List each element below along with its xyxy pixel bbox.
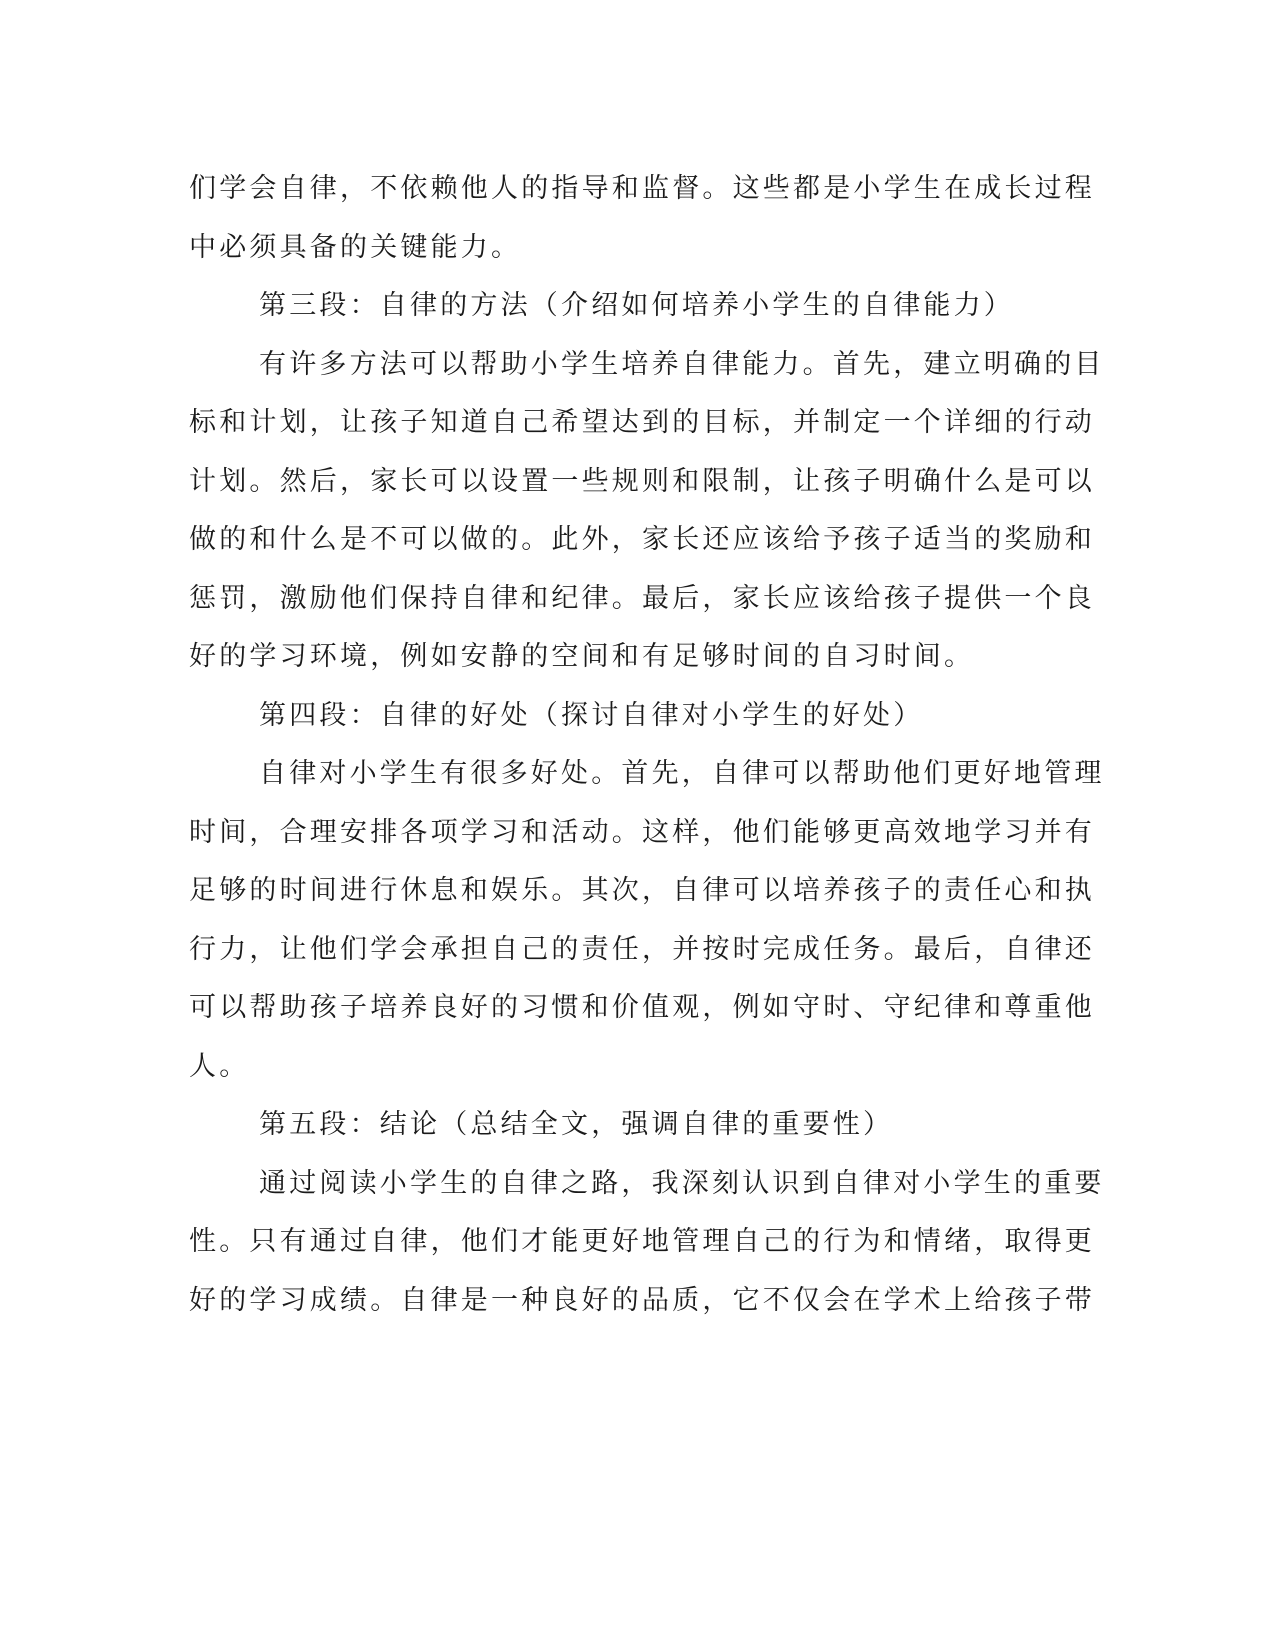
text-line: 中必须具备的关键能力。 bbox=[189, 231, 522, 263]
text-line: 性。只有通过自律，他们才能更好地管理自己的行为和情绪，取得更 bbox=[189, 1226, 1095, 1257]
paragraph-first-line: 第三段：自律的方法（介绍如何培养小学生的自律能力） bbox=[259, 290, 1014, 321]
text-line: 行力，让他们学会承担自己的责任，并按时完成任务。最后，自律还 bbox=[189, 933, 1095, 965]
text-line: 标和计划，让孩子知道自己希望达到的目标，并制定一个详细的行动 bbox=[189, 407, 1095, 438]
text-line: 惩罚，激励他们保持自律和纪律。最后，家长应该给孩子提供一个良 bbox=[189, 582, 1095, 614]
paragraph-first-line: 第五段：结论（总结全文，强调自律的重要性） bbox=[259, 1109, 894, 1140]
paragraph-first-line: 自律对小学生有很多好处。首先，自律可以帮助他们更好地管理 bbox=[259, 758, 1105, 789]
text-line: 时间，合理安排各项学习和活动。这样，他们能够更高效地学习并有 bbox=[189, 816, 1095, 848]
body-text bbox=[189, 160, 1105, 1330]
text-line: 计划。然后，家长可以设置一些规则和限制，让孩子明确什么是可以 bbox=[189, 465, 1095, 497]
text-line: 可以帮助孩子培养良好的习惯和价值观，例如守时、守纪律和尊重他 bbox=[189, 992, 1095, 1023]
text-line: 足够的时间进行休息和娱乐。其次，自律可以培养孩子的责任心和执 bbox=[189, 875, 1095, 906]
paragraph-first-line: 第四段：自律的好处（探讨自律对小学生的好处） bbox=[259, 699, 924, 731]
paragraph-first-line: 有许多方法可以帮助小学生培养自律能力。首先，建立明确的目 bbox=[259, 348, 1105, 380]
text-line: 人。 bbox=[189, 1050, 250, 1082]
paragraph-first-line: 通过阅读小学生的自律之路，我深刻认识到自律对小学生的重要 bbox=[259, 1167, 1105, 1199]
text-line: 好的学习成绩。自律是一种良好的品质，它不仅会在学术上给孩子带 bbox=[189, 1284, 1095, 1316]
text-line: 好的学习环境，例如安静的空间和有足够时间的自习时间。 bbox=[189, 641, 975, 672]
text-line: 做的和什么是不可以做的。此外，家长还应该给予孩子适当的奖励和 bbox=[189, 524, 1095, 555]
text-line: 们学会自律，不依赖他人的指导和监督。这些都是小学生在成长过程 bbox=[189, 173, 1095, 204]
